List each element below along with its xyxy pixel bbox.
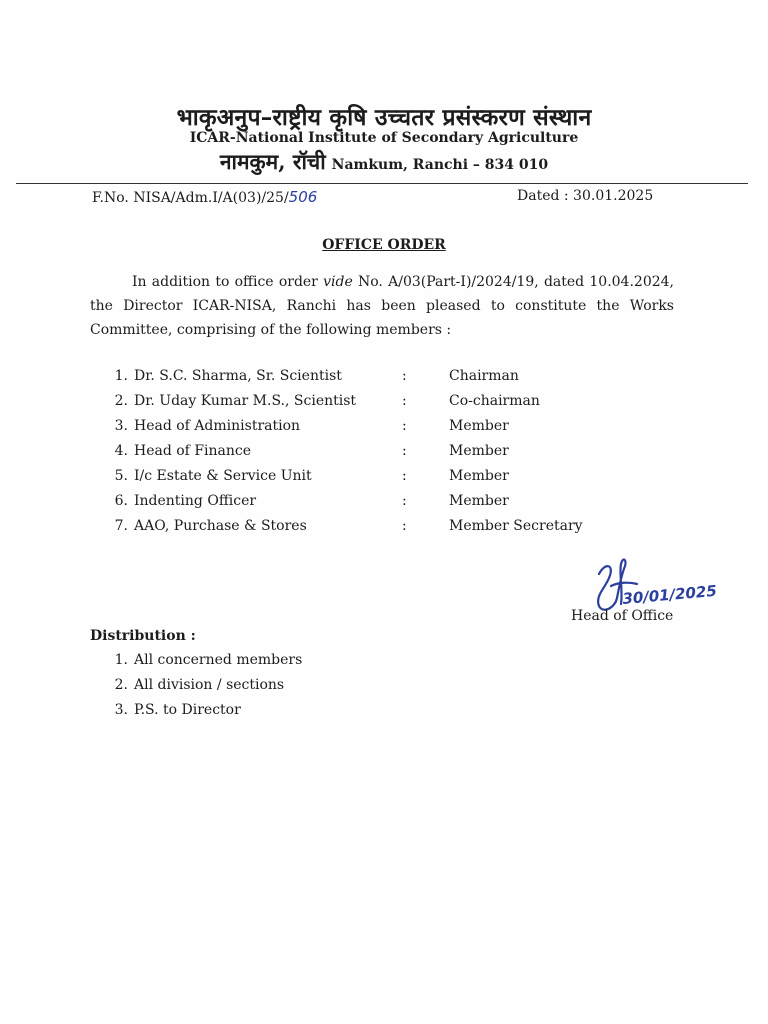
list-item (104, 493, 624, 518)
member-separator: : (402, 368, 407, 384)
distribution-number: 2. (114, 677, 128, 693)
distribution-number: 3. (114, 702, 128, 718)
order-paragraph-part1: In addition to office order (132, 274, 324, 290)
member-separator: : (402, 443, 407, 459)
address-hindi: नामकुम, रॉची (219, 149, 326, 174)
institute-address (0, 148, 768, 176)
member-name: Dr. S.C. Sharma, Sr. Scientist (134, 368, 342, 384)
member-name: Dr. Uday Kumar M.S., Scientist (134, 393, 357, 409)
order-paragraph (90, 270, 674, 342)
member-name: I/c Estate & Service Unit (134, 468, 312, 484)
member-number: 3. (114, 418, 128, 434)
file-number-handwritten: 506 (288, 188, 318, 206)
member-name: Indenting Officer (134, 493, 257, 509)
list-item (104, 518, 624, 543)
distribution-title: Distribution : (90, 628, 196, 644)
member-role: Member (449, 468, 509, 484)
member-separator: : (402, 468, 407, 484)
member-name: AAO, Purchase & Stores (134, 518, 307, 534)
distribution-recipient: All concerned members (134, 652, 303, 668)
member-number: 6. (114, 493, 128, 509)
member-separator: : (402, 418, 407, 434)
list-item (104, 443, 624, 468)
member-number: 4. (114, 443, 128, 459)
member-list (104, 368, 624, 543)
distribution-number: 1. (114, 652, 128, 668)
member-separator: : (402, 493, 407, 509)
member-role: Co-chairman (449, 393, 540, 409)
institute-name-hindi: भाकृअनुप–राष्ट्रीय कृषि उच्चतर प्रसंस्करण संस्थान (176, 104, 592, 131)
list-item (104, 393, 624, 418)
signature-date: 30/01/2025 (621, 581, 718, 608)
member-role: Member Secretary (449, 518, 583, 534)
member-number: 1. (114, 368, 128, 384)
member-number: 5. (114, 468, 128, 484)
address-english: Namkum, Ranchi – 834 010 (331, 157, 549, 173)
order-paragraph-part2: No. A/03(Part-I)/2024/19, dated 10.04.2024, the Director ICAR-NISA, Ranchi has been pleased to constitute the Works Committee, comprising of the following members : (90, 274, 674, 338)
list-item (104, 368, 624, 393)
list-item (104, 468, 624, 493)
signatory-designation: Head of Office (571, 608, 674, 624)
distribution-recipient: P.S. to Director (134, 702, 241, 718)
file-number-prefix: F.No. NISA/Adm.I/A(03)/25/ (92, 190, 289, 206)
member-role: Chairman (449, 368, 519, 384)
member-separator: : (402, 518, 407, 534)
distribution-recipient: All division / sections (134, 677, 285, 693)
member-number: 2. (114, 393, 128, 409)
member-separator: : (402, 393, 407, 409)
order-paragraph-vide: vide (323, 274, 353, 290)
order-title: OFFICE ORDER (322, 237, 446, 253)
order-date: Dated : 30.01.2025 (517, 188, 654, 204)
institute-name-english: ICAR-National Institute of Secondary Agriculture (189, 130, 579, 146)
file-number (92, 188, 317, 206)
member-name: Head of Finance (134, 443, 252, 459)
member-role: Member (449, 493, 509, 509)
member-name: Head of Administration (134, 418, 301, 434)
list-item (104, 418, 624, 443)
member-role: Member (449, 443, 509, 459)
header-divider (16, 183, 748, 184)
member-number: 7. (114, 518, 128, 534)
member-role: Member (449, 418, 509, 434)
